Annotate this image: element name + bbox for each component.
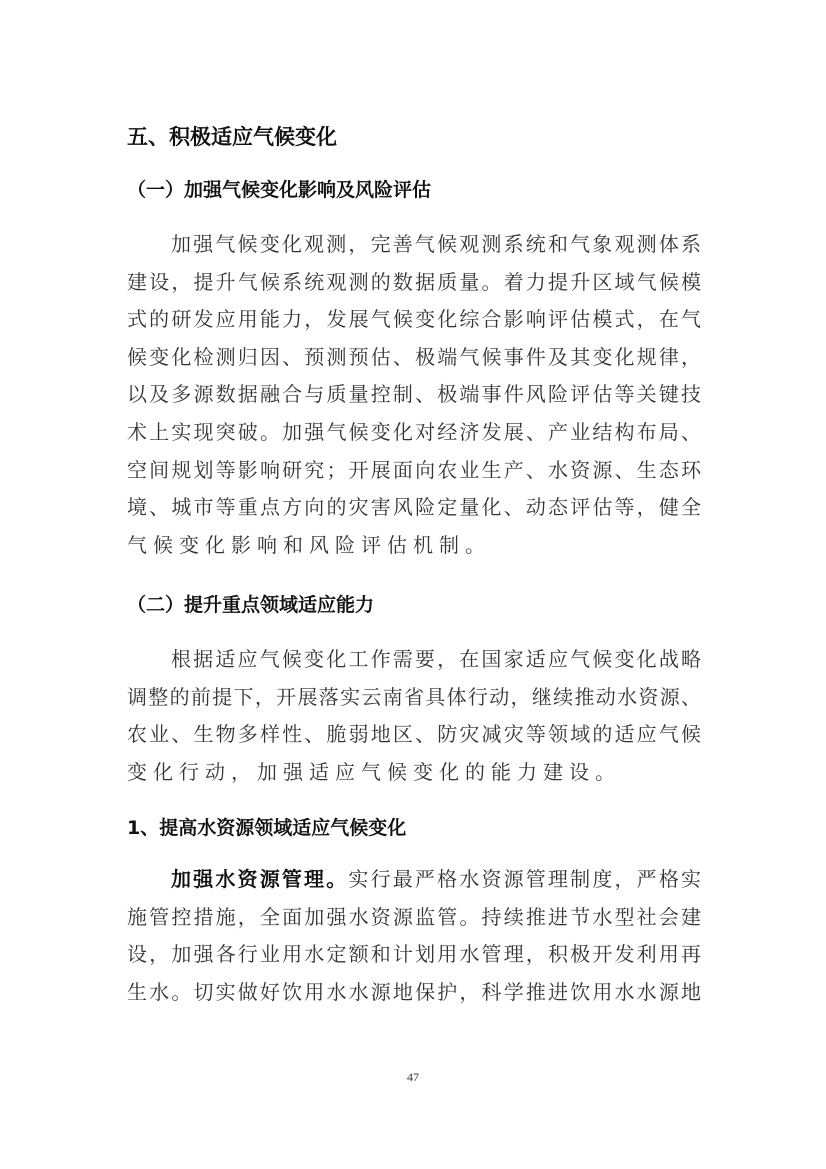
paragraph-line: 境、城市等重点方向的灾害风险定量化、动态评估等，健全 bbox=[127, 495, 701, 520]
paragraph-line: 建设，提升气候系统观测的数据质量。着力提升区域气候模 bbox=[127, 269, 701, 294]
subsection-1-title: （一）加强气候变化影响及风险评估 bbox=[127, 179, 432, 201]
item-1-title: 1、提高水资源领域适应气候变化 bbox=[127, 817, 407, 839]
paragraph-line: 候变化检测归因、预测预估、极端气候事件及其变化规律， bbox=[127, 344, 701, 369]
paragraph-line: 术上实现突破。加强气候变化对经济发展、产业结构布局、 bbox=[127, 419, 701, 444]
paragraph-line: 变化行动，加强适应气候变化的能力建设。 bbox=[127, 759, 621, 784]
subsection-1-paragraph bbox=[127, 226, 701, 564]
paragraph-line bbox=[127, 861, 701, 899]
paragraph-lead: 加强水资源管理。 bbox=[171, 867, 349, 891]
paragraph-line: 空间规划等影响研究；开展面向农业生产、水资源、生态环 bbox=[127, 457, 701, 482]
paragraph-line: 生水。切实做好饮用水水源地保护，科学推进饮用水水源地 bbox=[127, 979, 701, 1004]
paragraph-line: 以及多源数据融合与质量控制、极端事件风险评估等关键技 bbox=[127, 382, 701, 407]
paragraph-line: 加强气候变化观测，完善气候观测系统和气象观测体系 bbox=[171, 232, 701, 256]
paragraph-line: 根据适应气候变化工作需要，在国家适应气候变化战略 bbox=[171, 647, 701, 671]
paragraph-text: 实行最严格水资源管理制度，严格实 bbox=[348, 867, 701, 891]
paragraph-line: 调整的前提下，开展落实云南省具体行动，继续推动水资源、 bbox=[127, 684, 701, 709]
section-title: 五、积极适应气候变化 bbox=[127, 125, 337, 149]
item-1-paragraph bbox=[127, 861, 701, 1011]
paragraph-line: 气候变化影响和风险评估机制。 bbox=[127, 532, 491, 557]
subsection-2-paragraph bbox=[127, 641, 701, 791]
paragraph-line: 农业、生物多样性、脆弱地区、防灾减灾等领域的适应气候 bbox=[127, 722, 701, 747]
paragraph-line: 设，加强各行业用水定额和计划用水管理，积极开发利用再 bbox=[127, 942, 701, 967]
page-number: 47 bbox=[407, 1070, 419, 1084]
subsection-2-title: （二）提升重点领域适应能力 bbox=[127, 594, 375, 616]
paragraph-line: 式的研发应用能力，发展气候变化综合影响评估模式，在气 bbox=[127, 307, 701, 332]
paragraph-line: 施管控措施，全面加强水资源监管。持续推进节水型社会建 bbox=[127, 904, 701, 929]
